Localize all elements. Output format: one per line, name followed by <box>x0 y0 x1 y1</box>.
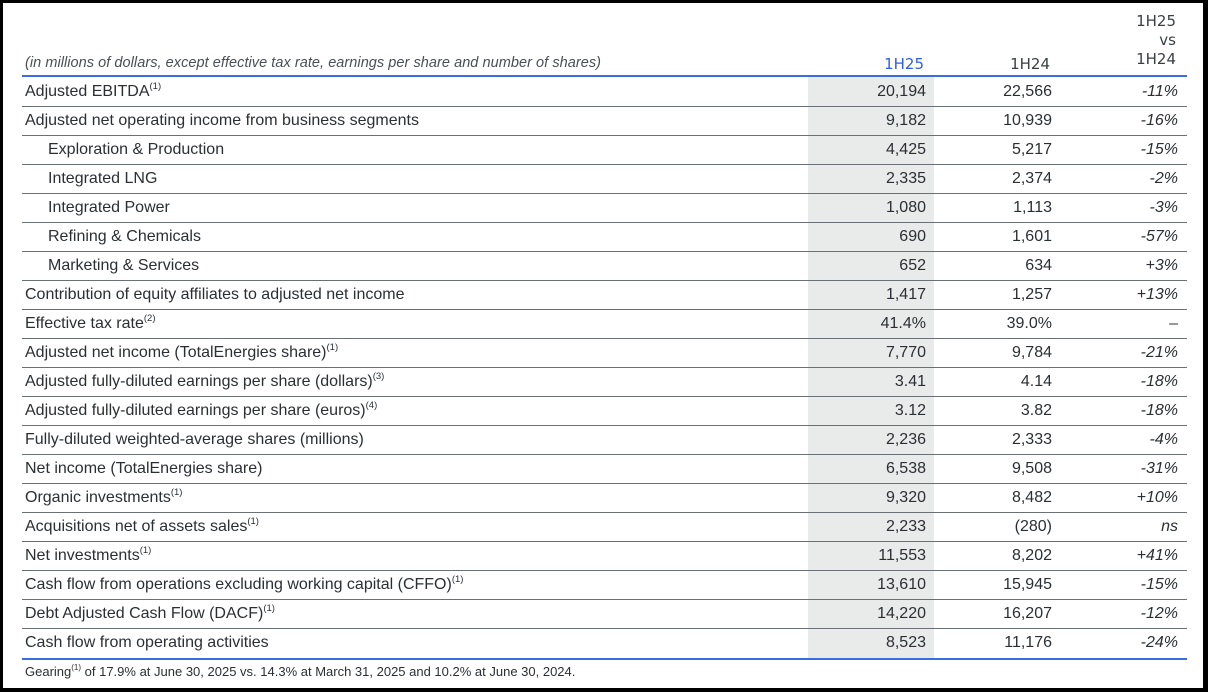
row-label <box>25 431 364 449</box>
table-row <box>22 484 1187 513</box>
table-row <box>22 107 1187 136</box>
row-label <box>25 315 156 333</box>
row-label <box>25 112 419 130</box>
value-1h24: 9,784 <box>1011 344 1052 361</box>
row-footnote-ref: (1) <box>247 516 259 527</box>
column-header-variation-line3: 1H24 <box>1136 50 1176 68</box>
financial-summary-panel <box>3 3 1203 688</box>
value-variation: -21% <box>1140 344 1178 361</box>
value-variation: +3% <box>1145 257 1178 274</box>
value-variation: -11% <box>1141 83 1178 100</box>
value-1h24: 16,207 <box>1003 605 1052 622</box>
table-row <box>22 455 1187 484</box>
table-row <box>22 223 1187 252</box>
value-1h25: 3.12 <box>894 402 926 419</box>
column-header-variation-line1: 1H25 <box>1136 12 1176 30</box>
value-variation: +13% <box>1136 286 1178 303</box>
row-footnote-ref: (4) <box>365 400 378 411</box>
row-label <box>25 576 463 594</box>
row-label-text: Cash flow from operating activities <box>25 634 269 651</box>
row-label <box>48 141 224 159</box>
table-row <box>22 281 1187 310</box>
column-header-1h24: 1H24 <box>1010 55 1050 73</box>
table-row <box>22 78 1187 107</box>
row-footnote-ref: (1) <box>149 81 162 92</box>
row-label-text: Effective tax rate <box>25 315 144 332</box>
value-1h25: 9,320 <box>885 489 926 506</box>
column-header-variation <box>1136 12 1176 69</box>
row-label-text: Integrated Power <box>48 199 170 216</box>
row-label-text: Exploration & Production <box>48 141 225 158</box>
value-1h25: 11,553 <box>878 547 926 564</box>
value-1h25: 2,236 <box>885 431 926 448</box>
row-label <box>25 286 405 304</box>
row-label-text: Net investments <box>25 547 140 564</box>
value-1h24: 11,176 <box>1004 634 1052 651</box>
value-variation: -18% <box>1140 373 1178 390</box>
value-1h25: 1,417 <box>885 286 926 303</box>
row-label <box>25 605 275 623</box>
value-1h24: 1,257 <box>1011 286 1052 303</box>
value-variation: -12% <box>1140 605 1178 622</box>
table-row <box>22 194 1187 223</box>
value-1h25: 3.41 <box>894 373 926 390</box>
row-label <box>25 489 182 507</box>
table-row <box>22 513 1187 542</box>
row-label <box>25 344 338 362</box>
row-label <box>25 634 269 652</box>
table-row <box>22 426 1187 455</box>
table-row <box>22 165 1187 194</box>
row-label-text: Adjusted net operating income from business segments <box>25 112 419 129</box>
value-variation: -15% <box>1140 141 1178 158</box>
row-footnote-ref: (1) <box>263 603 275 614</box>
value-1h25: 690 <box>899 228 926 245</box>
value-1h24: 15,945 <box>1003 576 1052 593</box>
table-row <box>22 397 1187 426</box>
value-1h25: 13,610 <box>877 576 926 593</box>
row-label-text: Cash flow from operations excluding working capital (CFFO) <box>25 576 452 593</box>
row-label <box>48 228 201 246</box>
value-1h25: 41.4% <box>880 315 926 332</box>
value-1h25: 2,335 <box>885 170 926 187</box>
value-variation: -15% <box>1140 576 1178 593</box>
row-label <box>25 518 259 536</box>
row-label <box>25 373 384 391</box>
value-variation: -16% <box>1140 112 1178 129</box>
value-1h25: 14,220 <box>877 605 926 622</box>
row-label-text: Adjusted fully-diluted earnings per share (euros) <box>25 402 366 419</box>
table-header <box>3 3 1203 76</box>
column-header-variation-line2: vs <box>1159 31 1176 49</box>
footer-divider <box>22 658 1187 660</box>
value-1h24: (280) <box>1014 518 1052 535</box>
value-1h24: 2,374 <box>1011 170 1052 187</box>
row-footnote-ref: (2) <box>143 313 156 324</box>
value-1h25: 20,194 <box>877 83 926 100</box>
row-footnote-ref: (3) <box>372 371 385 382</box>
value-1h24: 4.14 <box>1020 373 1052 390</box>
value-variation: ns <box>1161 518 1178 535</box>
value-1h24: 8,482 <box>1011 489 1052 506</box>
row-label-text: Fully-diluted weighted-average shares (millions) <box>25 431 364 448</box>
footnote-ref: (1) <box>71 663 82 672</box>
value-1h24: 22,566 <box>1003 83 1052 100</box>
row-label-text: Acquisitions net of assets sales <box>25 518 248 535</box>
value-1h25: 652 <box>899 257 926 274</box>
row-label <box>48 199 170 217</box>
row-label <box>48 170 157 188</box>
value-1h24: 3.82 <box>1020 402 1052 419</box>
value-1h24: 8,202 <box>1011 547 1052 564</box>
table-row <box>22 629 1187 658</box>
row-label <box>25 402 377 420</box>
value-1h24: 5,217 <box>1011 141 1052 158</box>
table-row <box>22 136 1187 165</box>
value-variation: -4% <box>1149 431 1178 448</box>
value-variation: -18% <box>1140 402 1178 419</box>
value-1h25: 2,233 <box>885 518 926 535</box>
value-1h24: 2,333 <box>1011 431 1052 448</box>
row-label-text: Adjusted net income (TotalEnergies share) <box>25 344 327 361</box>
gearing-footnote <box>25 664 575 679</box>
row-label-text: Marketing & Services <box>48 257 200 274</box>
row-label <box>25 547 151 565</box>
row-footnote-ref: (1) <box>326 342 339 353</box>
table-row <box>22 368 1187 397</box>
table-body <box>22 78 1187 658</box>
row-label <box>48 257 199 275</box>
value-1h24: 1,601 <box>1011 228 1052 245</box>
value-variation: -3% <box>1149 199 1178 216</box>
column-header-1h25: 1H25 <box>884 55 924 73</box>
row-label <box>25 460 262 478</box>
value-1h25: 7,770 <box>885 344 926 361</box>
table-row <box>22 310 1187 339</box>
value-1h24: 10,939 <box>1003 112 1052 129</box>
value-variation: -31% <box>1140 460 1178 477</box>
footnote-lead: Gearing <box>25 664 72 679</box>
row-footnote-ref: (1) <box>139 545 152 556</box>
value-variation: -24% <box>1140 634 1178 651</box>
row-label-text: Debt Adjusted Cash Flow (DACF) <box>25 605 264 622</box>
row-label-text: Contribution of equity affiliates to adjusted net income <box>25 286 405 303</box>
row-label-text: Adjusted EBITDA <box>25 83 150 100</box>
row-footnote-ref: (1) <box>451 574 464 585</box>
row-label-text: Net income (TotalEnergies share) <box>25 460 263 477</box>
header-divider <box>22 75 1187 77</box>
table-row <box>22 571 1187 600</box>
row-label-text: Organic investments <box>25 489 171 506</box>
footnote-text: of 17.9% at June 30, 2025 vs. 14.3% at March 31, 2025 and 10.2% at June 30, 2024. <box>81 664 576 679</box>
table-row <box>22 600 1187 629</box>
value-variation: +10% <box>1136 489 1178 506</box>
value-1h24: 9,508 <box>1011 460 1052 477</box>
value-variation: -2% <box>1149 170 1178 187</box>
table-row <box>22 542 1187 571</box>
value-1h25: 6,538 <box>885 460 926 477</box>
row-label <box>25 83 161 101</box>
value-1h25: 9,182 <box>885 112 926 129</box>
table-row <box>22 252 1187 281</box>
value-1h25: 1,080 <box>885 199 926 216</box>
row-label-text: Integrated LNG <box>48 170 158 187</box>
unit-note: (in millions of dollars, except effective tax rate, earnings per share and number of shares) <box>25 55 602 71</box>
value-1h25: 4,425 <box>885 141 926 158</box>
row-label-text: Refining & Chemicals <box>48 228 201 245</box>
row-label-text: Adjusted fully-diluted earnings per share (dollars) <box>25 373 373 390</box>
value-1h24: 1,113 <box>1013 199 1052 216</box>
value-variation: +41% <box>1136 547 1178 564</box>
value-1h24: 634 <box>1025 257 1052 274</box>
value-variation: – <box>1169 315 1178 332</box>
value-1h25: 8,523 <box>885 634 926 651</box>
value-variation: -57% <box>1140 228 1178 245</box>
value-1h24: 39.0% <box>1006 315 1052 332</box>
table-row <box>22 339 1187 368</box>
row-footnote-ref: (1) <box>170 487 183 498</box>
